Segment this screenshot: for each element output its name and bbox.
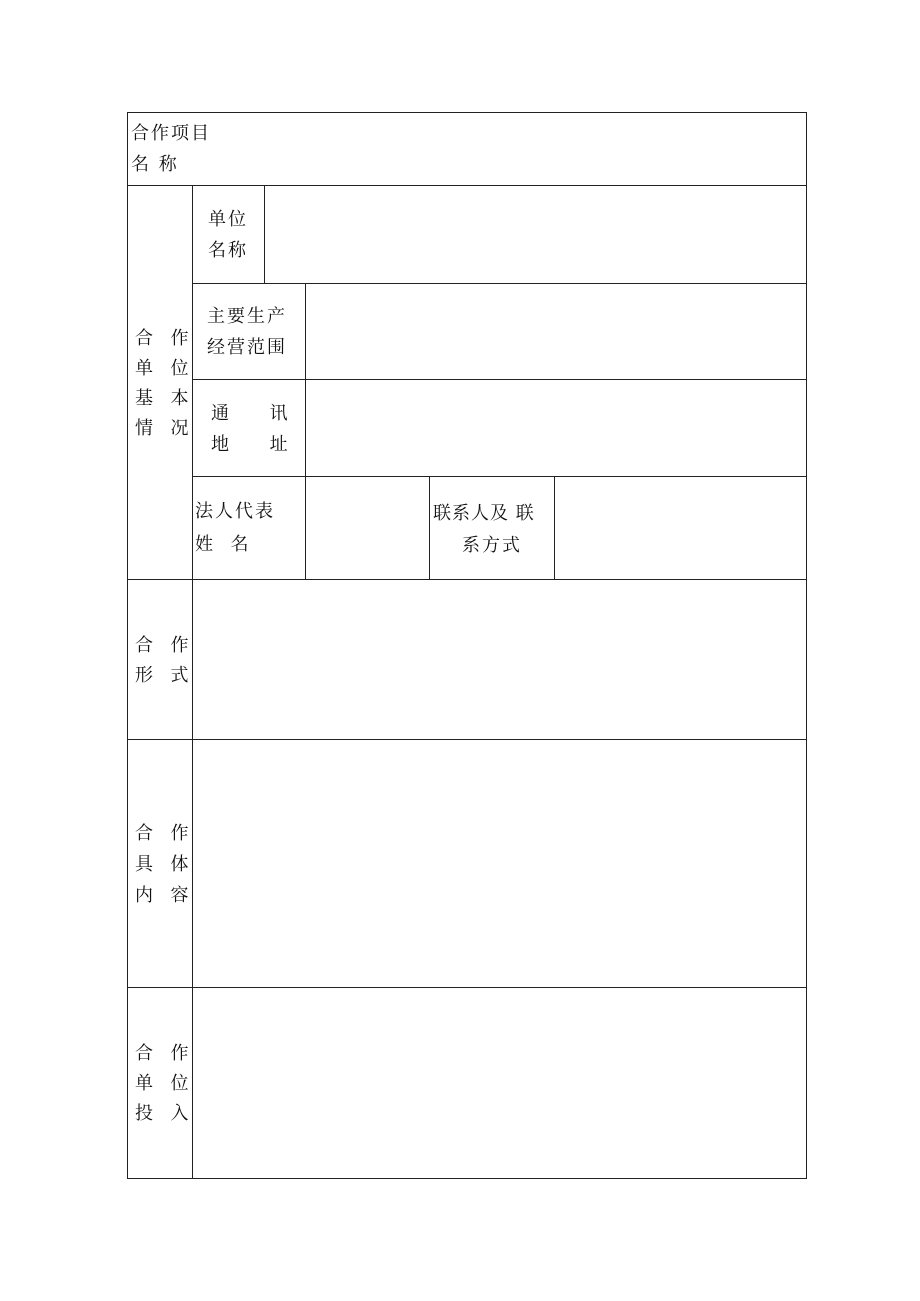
basic-info-label: 情 况 bbox=[135, 418, 191, 439]
basic-info-label: 单 位 bbox=[135, 358, 191, 379]
business-scope-field[interactable] bbox=[306, 284, 806, 379]
unit-name-label: 名称 bbox=[208, 240, 248, 261]
address-label: 通 讯 bbox=[211, 403, 290, 424]
business-scope-label: 主要生产 bbox=[207, 306, 287, 327]
project-name-label: 合作项目 bbox=[131, 123, 211, 144]
legal-rep-field[interactable] bbox=[306, 477, 429, 579]
basic-info-label: 基 本 bbox=[135, 388, 191, 409]
business-scope-label: 经营范围 bbox=[207, 337, 287, 358]
address-field[interactable] bbox=[306, 380, 806, 476]
cooperation-content-label: 合 作 bbox=[135, 823, 191, 844]
project-name-label-cont: 名 称 bbox=[131, 154, 179, 175]
cooperation-form-label: 形 式 bbox=[135, 665, 191, 686]
cooperation-content-label: 内 容 bbox=[135, 885, 191, 906]
contact-label: 系方式 bbox=[462, 535, 522, 556]
unit-name-label: 单位 bbox=[208, 209, 248, 230]
contact-label: 联系人及 联 bbox=[433, 503, 535, 524]
cooperation-content-label: 具 体 bbox=[135, 854, 191, 875]
unit-name-field[interactable] bbox=[265, 186, 806, 283]
cooperation-content-field[interactable] bbox=[193, 740, 806, 987]
contact-field[interactable] bbox=[555, 477, 806, 579]
basic-info-label: 合 作 bbox=[135, 328, 191, 349]
investment-label: 合 作 bbox=[135, 1043, 191, 1064]
investment-label: 单 位 bbox=[135, 1073, 191, 1094]
investment-field[interactable] bbox=[193, 988, 806, 1178]
project-name-field[interactable] bbox=[193, 113, 806, 185]
legal-rep-label: 姓 名 bbox=[195, 534, 251, 555]
cooperation-form-field[interactable] bbox=[193, 580, 806, 739]
column-divider bbox=[429, 476, 430, 579]
cooperation-form-label: 合 作 bbox=[135, 635, 191, 656]
legal-rep-label: 法人代表 bbox=[195, 501, 275, 522]
address-label: 地 址 bbox=[211, 434, 290, 455]
investment-label: 投 入 bbox=[135, 1103, 191, 1124]
